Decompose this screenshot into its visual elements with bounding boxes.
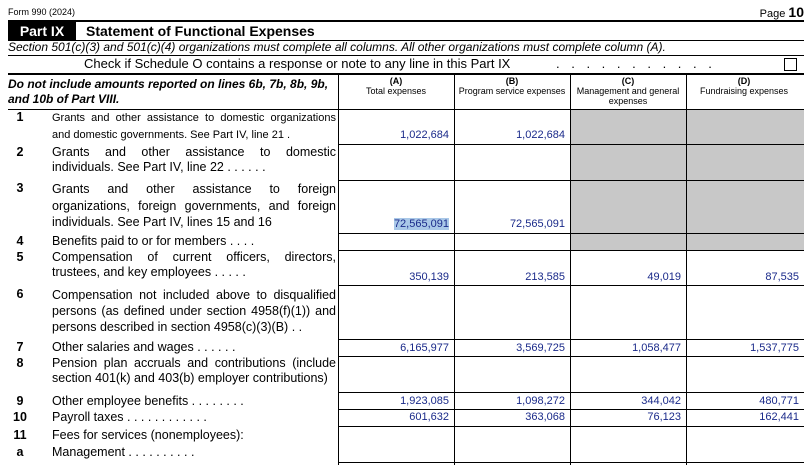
row-rule <box>338 144 804 145</box>
row-rule <box>338 233 804 234</box>
value-b: 213,585 <box>525 271 565 283</box>
column-c-header <box>570 76 686 106</box>
line-10 <box>8 410 338 426</box>
value-b: 3,569,725 <box>516 342 565 354</box>
part-title: Statement of Functional Expenses <box>86 23 315 39</box>
line-3 <box>8 181 338 232</box>
line-number: 6 <box>16 287 24 301</box>
row-rule <box>338 392 804 393</box>
line-number: 11 <box>13 428 27 442</box>
line-number: a <box>16 445 24 459</box>
line-text: Fees for services (nonemployees): <box>52 428 244 442</box>
value-a: 1,923,085 <box>400 395 449 407</box>
column-label: Management and general expenses <box>576 86 680 106</box>
line-number: 3 <box>16 181 24 195</box>
line-text: Grants and other assistance to foreign organizations, foreign governments, and foreign individuals. See Part IV, lines 15 and 16 <box>52 182 336 229</box>
column-label: Program service expenses <box>458 86 566 96</box>
line-5 <box>8 250 338 284</box>
column-label: Fundraising expenses <box>699 86 789 96</box>
value-b: 363,068 <box>525 411 565 423</box>
line-text: Management . . . . . . . . . . <box>52 445 195 459</box>
line-number: 1 <box>16 110 24 124</box>
line-1 <box>8 110 338 144</box>
value-a: 6,165,977 <box>400 342 449 354</box>
form-label: Form 990 (2024) <box>8 7 76 17</box>
value-a <box>338 218 449 230</box>
value-b: 1,022,684 <box>516 129 565 141</box>
line-11 <box>8 428 338 444</box>
line-6 <box>8 287 338 338</box>
instruction-text: Section 501(c)(3) and 501(c)(4) organizations must complete all columns. All other organizations must complete column (A). <box>8 40 666 54</box>
line-11a <box>8 445 338 461</box>
row-rule <box>338 426 804 427</box>
line-4 <box>8 234 338 250</box>
column-letter: (C) <box>621 76 635 86</box>
line-number: 10 <box>13 410 27 424</box>
value-a: 1,022,684 <box>400 129 449 141</box>
column-label: Total expenses <box>365 86 427 96</box>
line-number: 2 <box>16 145 24 159</box>
line-7 <box>8 340 338 356</box>
value-a: 350,139 <box>409 271 449 283</box>
row-rule <box>338 285 804 286</box>
value-d: 480,771 <box>759 395 799 407</box>
line-number: 8 <box>16 356 24 370</box>
part-tag: Part IX <box>8 22 76 40</box>
line-text: Grants and other assistance to domestic organizations and domestic governments. See Part IV, line 21 . <box>52 112 336 141</box>
dot-leader: . . . . . . . . . . . <box>556 56 716 71</box>
row-rule <box>338 339 804 340</box>
line-number: 4 <box>16 234 24 248</box>
value-c: 344,042 <box>641 395 681 407</box>
value-d: 162,441 <box>759 411 799 423</box>
form-header <box>0 4 812 20</box>
exclusion-note: Do not include amounts reported on lines 6b, 7b, 8b, 9b, and 10b of Part VIII. <box>8 77 329 106</box>
line-text: Other employee benefits . . . . . . . . <box>52 394 244 408</box>
schedule-o-row <box>84 56 804 72</box>
line-number: 5 <box>16 250 24 264</box>
row-rule <box>338 250 804 251</box>
divider <box>8 73 804 75</box>
value-c: 76,123 <box>647 411 681 423</box>
line-number: 9 <box>16 394 24 408</box>
value-c: 1,058,477 <box>632 342 681 354</box>
page-label: Page <box>759 8 786 20</box>
column-letter: (A) <box>389 76 403 86</box>
column-letter: (D) <box>737 76 751 86</box>
line-8 <box>8 356 338 390</box>
row-rule <box>338 180 804 181</box>
line-text: Grants and other assistance to domestic individuals. See Part IV, line 22 . . . . . . <box>52 145 336 174</box>
column-d-header <box>686 76 802 96</box>
value-c: 49,019 <box>647 271 681 283</box>
value-b: 72,565,091 <box>509 218 565 230</box>
line-text: Other salaries and wages . . . . . . <box>52 340 236 354</box>
column-b-header <box>454 76 570 96</box>
schedule-o-text: Check if Schedule O contains a response or note to any line in this Part IX <box>84 56 511 71</box>
line-text: Pension plan accruals and contributions (include section 401(k) and 403(b) employer contributions) <box>52 356 336 385</box>
page-number: 10 <box>788 4 804 20</box>
value-d: 87,535 <box>765 271 799 283</box>
page-indicator <box>760 4 804 20</box>
row-rule <box>338 462 804 463</box>
part-heading <box>8 22 804 40</box>
highlighted-value[interactable]: 72,565,091 <box>393 218 449 230</box>
line-text: Payroll taxes . . . . . . . . . . . . <box>52 410 207 424</box>
line-2 <box>8 145 338 179</box>
column-letter: (B) <box>505 76 519 86</box>
row-rule <box>338 409 804 410</box>
value-d: 1,537,775 <box>750 342 799 354</box>
line-number: 7 <box>16 340 24 354</box>
line-text: Compensation not included above to disqualified persons (as defined under section 4958(f)(1)) and persons described in section 4958(c)(3)(B) . . <box>52 288 336 334</box>
schedule-o-checkbox[interactable] <box>784 58 797 71</box>
row-rule <box>338 356 804 357</box>
line-text: Compensation of current officers, directors, trustees, and key employees . . . . . <box>52 250 336 279</box>
value-b: 1,098,272 <box>516 395 565 407</box>
value-a: 601,632 <box>409 411 449 423</box>
line-text: Benefits paid to or for members . . . . <box>52 234 255 248</box>
line-9 <box>8 394 338 410</box>
column-a-header <box>338 76 454 96</box>
